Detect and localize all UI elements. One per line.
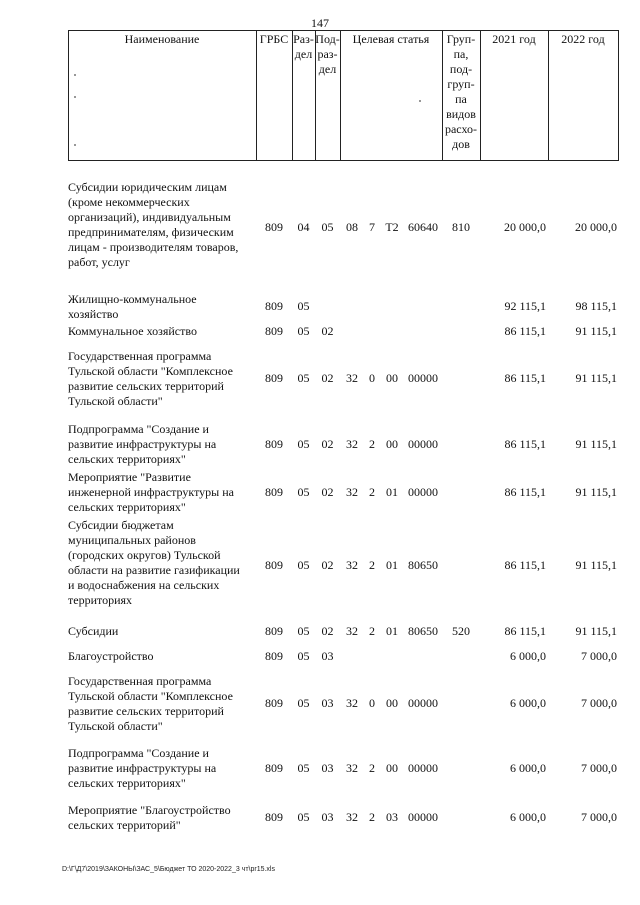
amount-2021-cell: 6 000,0: [510, 761, 546, 775]
target-event-cell: 01: [386, 624, 398, 638]
podrazdel-cell: 03: [321, 696, 334, 710]
amount-2022-cell: 91 115,1: [575, 624, 617, 638]
row-name: Мероприятие "Развитие инженерной инфраструктуры на сельских территориях": [68, 470, 234, 514]
grbs-cell: 809: [265, 324, 283, 338]
podrazdel-cell: 05: [321, 220, 334, 234]
amount-2022-cell: 7 000,0: [581, 696, 617, 710]
row-name: Благоустройство: [68, 649, 154, 663]
razdel-cell: 05: [297, 761, 310, 775]
razdel-cell: 05: [297, 485, 310, 499]
razdel-cell: 05: [297, 558, 310, 572]
target-event-cell: 00: [386, 371, 398, 385]
amount-2021-cell: 6 000,0: [510, 696, 546, 710]
header-podrazdel: Под- раз- дел: [315, 32, 340, 76]
row-name: Подпрограмма "Создание и развитие инфраструктуры на сельских территориях": [68, 746, 217, 790]
file-path-footer: D:\Г\Д7\2019\ЗАКОНЫ\ЗАС_5\Бюджет ТО 2020-2022_3 чт\pr15.xls: [62, 866, 275, 873]
razdel-cell: 05: [297, 696, 310, 710]
grbs-cell: 809: [265, 437, 283, 451]
amount-2022-cell: 20 000,0: [575, 220, 617, 234]
target-subprogram-cell: 0: [369, 696, 375, 710]
target-subprogram-cell: 2: [369, 437, 375, 451]
amount-2022-cell: 91 115,1: [575, 437, 617, 451]
razdel-cell: 05: [297, 371, 310, 385]
target-subprogram-cell: 2: [369, 624, 375, 638]
target-direction-cell: 80650: [408, 558, 438, 572]
target-program-cell: 32: [346, 371, 358, 385]
amount-2022-cell: 7 000,0: [581, 810, 617, 824]
target-direction-cell: 00000: [408, 810, 438, 824]
target-program-cell: 32: [346, 761, 358, 775]
target-event-cell: 00: [386, 696, 398, 710]
target-program-cell: 32: [346, 437, 358, 451]
expense-group-cell: 520: [452, 624, 470, 638]
grbs-cell: 809: [265, 220, 283, 234]
razdel-cell: 05: [297, 649, 310, 663]
amount-2022-cell: 91 115,1: [575, 324, 617, 338]
podrazdel-cell: 03: [321, 761, 334, 775]
grbs-cell: 809: [265, 810, 283, 824]
grbs-cell: 809: [265, 485, 283, 499]
razdel-cell: 05: [297, 810, 310, 824]
header-razdel: Раз- дел: [293, 32, 314, 61]
target-event-cell: 00: [386, 437, 398, 451]
amount-2021-cell: 86 115,1: [504, 624, 546, 638]
row-name: Субсидии юридическим лицам (кроме некоммерческих организаций), индивидуальным предпринимателям, физическим лицам - производителям товаров, работ, услуг: [68, 180, 239, 269]
podrazdel-cell: 02: [321, 485, 334, 499]
target-direction-cell: 60640: [408, 220, 438, 234]
target-program-cell: 08: [346, 220, 358, 234]
grbs-cell: 809: [265, 696, 283, 710]
amount-2021-cell: 86 115,1: [504, 324, 546, 338]
row-name: Коммунальное хозяйство: [68, 324, 197, 338]
razdel-cell: 05: [297, 324, 310, 338]
row-name: Мероприятие "Благоустройство сельских территорий": [68, 803, 231, 832]
target-direction-cell: 00000: [408, 437, 438, 451]
target-subprogram-cell: 0: [369, 371, 375, 385]
row-name: Субсидии бюджетам муниципальных районов (городских округов) Тульской области на развитие газификации и водоснабжения на сельских территориях: [68, 518, 240, 607]
amount-2022-cell: 98 115,1: [575, 299, 617, 313]
header-year-2022: 2022 год: [561, 32, 605, 46]
amount-2022-cell: 7 000,0: [581, 761, 617, 775]
expense-group-cell: 810: [452, 220, 470, 234]
razdel-cell: 05: [297, 624, 310, 638]
target-event-cell: 01: [386, 485, 398, 499]
razdel-cell: 04: [297, 220, 310, 234]
row-name: Государственная программа Тульской области "Комплексное развитие сельских территорий Тульской области": [68, 674, 233, 733]
amount-2022-cell: 7 000,0: [581, 649, 617, 663]
grbs-cell: 809: [265, 649, 283, 663]
podrazdel-cell: 03: [321, 810, 334, 824]
header-target-article: Целевая статья: [352, 32, 430, 46]
table-header: [68, 30, 619, 161]
grbs-cell: 809: [265, 299, 283, 313]
target-program-cell: 32: [346, 485, 358, 499]
target-subprogram-cell: 2: [369, 761, 375, 775]
target-program-cell: 32: [346, 624, 358, 638]
razdel-cell: 05: [297, 299, 310, 313]
amount-2021-cell: 86 115,1: [504, 558, 546, 572]
amount-2021-cell: 86 115,1: [504, 485, 546, 499]
header-expense-group: Груп- па, под- груп- па видов расхо- дов: [444, 32, 478, 151]
target-subprogram-cell: 2: [369, 810, 375, 824]
target-direction-cell: 00000: [408, 485, 438, 499]
row-name: Подпрограмма "Создание и развитие инфраструктуры на сельских территориях": [68, 422, 217, 466]
target-direction-cell: 80650: [408, 624, 438, 638]
podrazdel-cell: 02: [321, 437, 334, 451]
grbs-cell: 809: [265, 558, 283, 572]
amount-2022-cell: 91 115,1: [575, 558, 617, 572]
header-year-2021: 2021 год: [492, 32, 536, 46]
target-event-cell: 00: [386, 761, 398, 775]
target-event-cell: 01: [386, 558, 398, 572]
target-subprogram-cell: 2: [369, 558, 375, 572]
row-name: Субсидии: [68, 624, 119, 638]
target-direction-cell: 00000: [408, 696, 438, 710]
target-event-cell: Т2: [385, 220, 399, 234]
razdel-cell: 05: [297, 437, 310, 451]
podrazdel-cell: 02: [321, 324, 334, 338]
target-subprogram-cell: 7: [369, 220, 375, 234]
target-direction-cell: 00000: [408, 761, 438, 775]
podrazdel-cell: 02: [321, 371, 334, 385]
target-subprogram-cell: 2: [369, 485, 375, 499]
podrazdel-cell: 02: [321, 558, 334, 572]
amount-2021-cell: 92 115,1: [504, 299, 546, 313]
header-grbs: ГРБС: [259, 32, 289, 46]
podrazdel-cell: 02: [321, 624, 334, 638]
amount-2021-cell: 86 115,1: [504, 371, 546, 385]
grbs-cell: 809: [265, 761, 283, 775]
header-name: Наименование: [124, 32, 200, 46]
page-number: 147: [311, 16, 329, 30]
row-name: Государственная программа Тульской области "Комплексное развитие сельских территорий Тульской области": [68, 349, 233, 408]
amount-2021-cell: 6 000,0: [510, 649, 546, 663]
amount-2022-cell: 91 115,1: [575, 485, 617, 499]
target-program-cell: 32: [346, 558, 358, 572]
target-program-cell: 32: [346, 696, 358, 710]
amount-2021-cell: 20 000,0: [504, 220, 546, 234]
podrazdel-cell: 03: [321, 649, 334, 663]
target-direction-cell: 00000: [408, 371, 438, 385]
grbs-cell: 809: [265, 624, 283, 638]
row-name: Жилищно-коммунальное хозяйство: [68, 292, 197, 321]
grbs-cell: 809: [265, 371, 283, 385]
target-event-cell: 03: [386, 810, 398, 824]
amount-2022-cell: 91 115,1: [575, 371, 617, 385]
target-program-cell: 32: [346, 810, 358, 824]
amount-2021-cell: 6 000,0: [510, 810, 546, 824]
amount-2021-cell: 86 115,1: [504, 437, 546, 451]
